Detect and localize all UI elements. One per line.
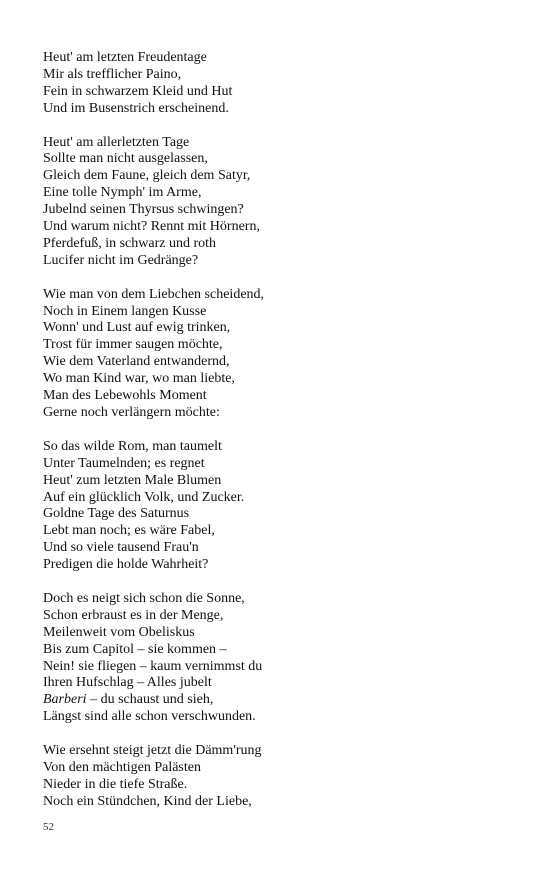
poem-line: Noch in Einem langen Kusse: [43, 303, 207, 319]
poem-line: Nieder in die tiefe Straße.: [43, 776, 188, 792]
poem-line: Noch ein Stündchen, Kind der Liebe,: [43, 793, 252, 809]
poem-line: Und warum nicht? Rennt mit Hörnern,: [43, 219, 260, 235]
poem-line: Längst sind alle schon verschwunden.: [43, 709, 256, 725]
poem-line: Mir als trefflicher Paino,: [43, 66, 182, 82]
poem-line: Fein in schwarzem Kleid und Hut: [43, 83, 233, 99]
poem-line: Ihren Hufschlag – Alles jubelt: [43, 675, 212, 691]
poem-line: Gleich dem Faune, gleich dem Satyr,: [43, 168, 251, 184]
poem-line: Man des Lebewohls Moment: [43, 388, 207, 404]
poem-line-italic: Barberi: [43, 692, 87, 708]
poem-line: Meilenweit vom Obeliskus: [43, 624, 195, 640]
poem-line: Predigen die holde Wahrheit?: [43, 557, 209, 573]
poem-line: Und so viele tausend Frau'n: [43, 540, 199, 556]
poem-line: Und im Busenstrich erscheinend.: [43, 100, 229, 116]
poem-line: Trost für immer saugen möchte,: [43, 337, 223, 353]
poem-line: Unter Taumelnden; es regnet: [43, 455, 205, 471]
poem-line: Heut' am allerletzten Tage: [43, 134, 190, 150]
page-number: 52: [43, 821, 54, 833]
poem-line: Lucifer nicht im Gedränge?: [43, 252, 199, 268]
stanza-2: [43, 135, 523, 270]
poem-line: Goldne Tage des Saturnus: [43, 506, 190, 522]
poem-line: So das wilde Rom, man taumelt: [43, 438, 222, 454]
poem-line-rest: – du schaust und sieh,: [86, 692, 214, 708]
poem-line: Nein! sie fliegen – kaum vernimmst du: [43, 658, 263, 674]
poem-line: Doch es neigt sich schon die Sonne,: [43, 590, 245, 606]
poem-line: Wie man von dem Liebchen scheidend,: [43, 286, 265, 302]
poem-line: Wie dem Vaterland entwandernd,: [43, 354, 230, 370]
poem-line: Heut' am letzten Freudentage: [43, 50, 207, 65]
poem-line: Lebt man noch; es wäre Fabel,: [43, 523, 215, 539]
poem-line: Gerne noch verlängern möchte:: [43, 405, 220, 420]
poem: [43, 50, 523, 828]
poem-line: Auf ein glücklich Volk, und Zucker.: [43, 489, 245, 505]
poem-line: Bis zum Capitol – sie kommen –: [43, 641, 227, 657]
stanza-1: [43, 50, 523, 118]
stanza-4: [43, 439, 523, 574]
stanza-5: [43, 591, 523, 726]
poem-line: [43, 692, 523, 709]
stanza-3: [43, 287, 523, 422]
poem-line: Wonn' und Lust auf ewig trinken,: [43, 320, 231, 336]
stanza-6: [43, 743, 523, 811]
poem-line: Wie ersehnt steigt jetzt die Dämm'rung: [43, 743, 262, 759]
poem-line: Pferdefuß, in schwarz und roth: [43, 235, 217, 251]
poem-line: Eine tolle Nymph' im Arme,: [43, 185, 202, 201]
poem-line: Jubelnd seinen Thyrsus schwingen?: [43, 202, 244, 218]
poem-line: Sollte man nicht ausgelassen,: [43, 151, 208, 167]
poem-line: Heut' zum letzten Male Blumen: [43, 472, 222, 488]
poem-line: Schon erbraust es in der Menge,: [43, 607, 224, 623]
poem-line: Wo man Kind war, wo man liebte,: [43, 371, 235, 387]
poem-line: Von den mächtigen Palästen: [43, 759, 201, 775]
